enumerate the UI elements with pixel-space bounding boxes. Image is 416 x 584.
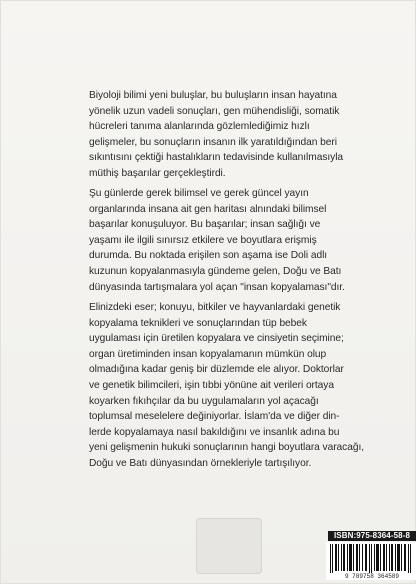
paragraph-line: lerde kopyalamaya nasıl bakıldığını ve insanlık adına bu: [89, 426, 340, 438]
paragraph-line: kopyalama teknikleri ve sonuçlarından tüp bebek: [89, 317, 307, 329]
paragraph-line: koyarken fıkıhçılar da bu uygulamaların yol açacağı: [89, 395, 319, 407]
paragraph-line: yaşamı ile ilgili sınırsız etkilere ve boyutlara erişmiş: [89, 234, 317, 246]
paragraph-line: dünyasında tartışmalara yol açan "insan kopyalaması"dır.: [89, 281, 345, 293]
paragraph-line: yönelik uzun vadeli sonuçları, gen mühendisliği, somatik: [89, 105, 340, 117]
paragraph-line: gelişmeler, bu sonuçların insanın ilk yaratıldığından beri: [89, 136, 337, 148]
isbn-label: ISBN:975-8364-58-8: [328, 531, 416, 541]
paragraph-line: uygulaması için üretilen kopyalara ve cinsiyetin seçimine;: [89, 333, 344, 345]
paragraph-line: hücreleri tanıma alanlarında gözlemlediğimiz hızlı: [89, 121, 310, 133]
paragraph-line: Şu günlerde gerek bilimsel ve gerek güncel yayın: [89, 188, 309, 199]
paragraph-line: başarılar konuşuluyor. Bu başarılar; insan sağlığı ve: [89, 219, 321, 231]
paragraph-3: [89, 300, 365, 472]
paragraph-line: yeni gelişmenin hukuki sonuçlarının hangi boyutlara varacağı,: [89, 442, 365, 454]
paragraph-line: olmadığına kadar geniş bir düzlemde ele alıyor. Doktorlar: [89, 364, 344, 376]
paragraph-line: kuzunun kopyalanmasıyla gündeme gelen, Doğu ve Batı: [89, 265, 342, 277]
paragraph-2: [89, 186, 357, 295]
paragraph-line: sıkıntısını çektiği hastalıkların tedavisinde kullanılmasıyla: [89, 152, 344, 164]
paragraph-line: Elinizdeki eser; konuyu, bitkiler ve hayvanlardaki genetik: [89, 302, 341, 313]
paragraph-line: ve genetik bilimcileri, işin tıbbi yönüne ait verileri ortaya: [89, 379, 334, 391]
barcode-number: 9 789758 364589: [328, 573, 416, 580]
paragraph-line: durumda. Bu noktada erişilen son aşama ise Doli adlı: [89, 250, 328, 262]
paragraph-line: Biyoloji bilimi yeni buluşlar, bu buluşların insan hayatına: [89, 90, 337, 101]
barcode-bars: [326, 542, 416, 574]
paragraph-line: Doğu ve Batı dünyasından örnekleriyle tartışılıyor.: [89, 457, 312, 469]
paragraph-line: müthiş başarılar gerçekleştirdi.: [89, 167, 226, 179]
paragraph-line: organ üretiminden insan kopyalamanın mümkün olup: [89, 348, 327, 360]
seal-stamp: [196, 518, 262, 574]
paragraph-1: [89, 88, 357, 182]
paragraph-line: toplumsal meselelere değiniyorlar. İslam'da ve diğer din-: [89, 411, 340, 423]
paragraph-line: organlarında insana ait gen haritası alnındaki bilimsel: [89, 203, 327, 215]
